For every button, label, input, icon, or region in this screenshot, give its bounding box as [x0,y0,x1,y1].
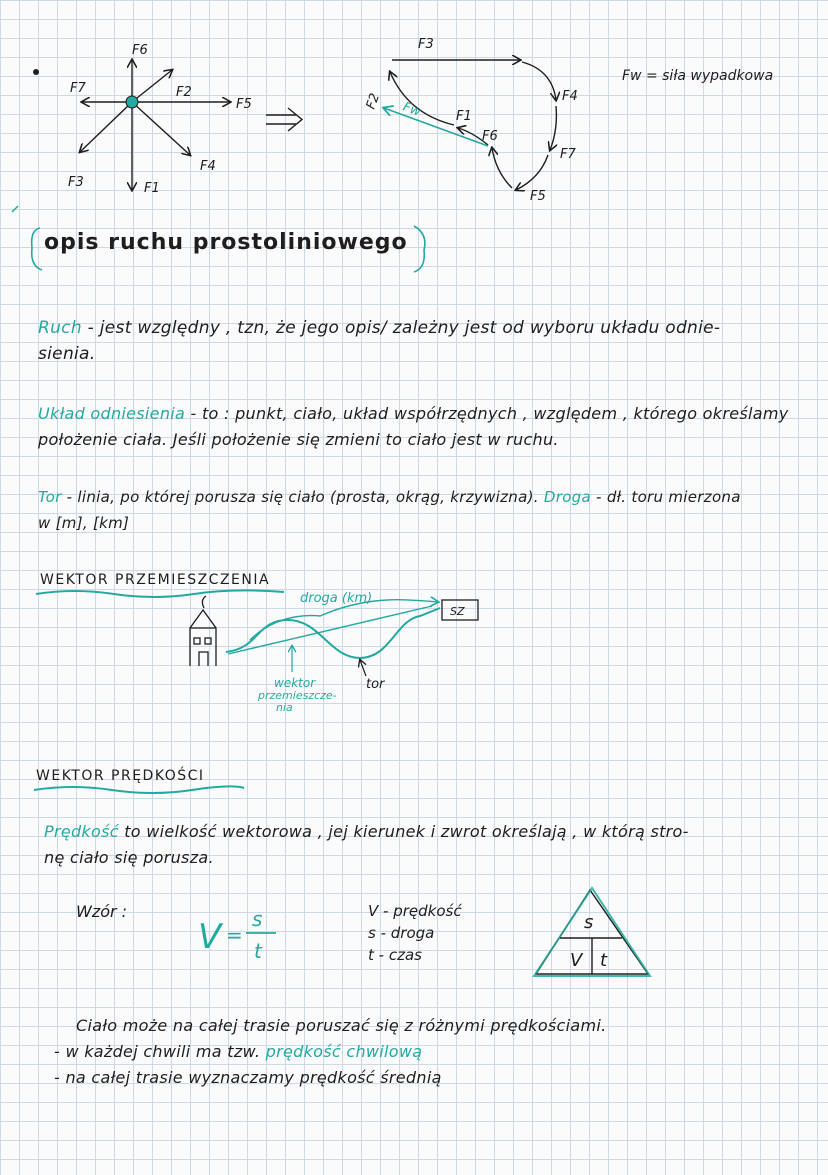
label-f7: F7 [70,81,86,96]
displacement-vector [228,606,432,654]
ruch-definition: - jest względny , tzn, że jego opis/ zależny jest od wyboru układu odnie- [81,318,721,338]
poly-label-f2: F2 [363,91,384,112]
wektor-label-1: wektor [274,676,316,690]
poly-label-f1: F1 [456,109,472,124]
legend-t: t - czas [368,946,422,964]
velocity-formula [196,902,286,968]
tor-term: Tor [38,488,62,506]
velocity-line-1 [44,822,689,841]
resultant-definition: Fw = siła wypadkowa [622,68,774,84]
velocity-definition: to wielkość wektorowa , jej kierunek i zwrot określają , w którą stro- [118,822,689,841]
displacement-diagram [170,580,500,730]
poly-label-f4: F4 [562,89,578,104]
ruch-line-1 [38,318,720,338]
formula-triangle [528,884,658,982]
instant-velocity-term: prędkość chwilową [265,1042,423,1061]
droga-term: Droga [543,488,591,506]
formula-numerator: s [252,907,263,931]
label-f1: F1 [144,181,160,196]
arrow-f3 [80,102,132,152]
page-title: opis ruchu prostoliniowego [44,230,408,255]
velocity-term: Prędkość [44,822,119,841]
arrow-f4 [132,102,190,155]
tor-line-2: w [m], [km] [38,514,130,532]
notes-line-1: Ciało może na całej trasie poruszać się z różnymi prędkościami. [76,1016,607,1035]
formula-v: V [198,917,222,957]
droga-definition: - dł. toru mierzona [590,488,741,506]
poly-f5 [516,155,548,190]
label-f2: F2 [176,85,192,100]
poly-label-fw: Fw [400,99,423,120]
label-f5: F5 [236,97,252,112]
triangle-right: t [600,950,608,971]
tor-label: tor [366,677,385,692]
poly-f7 [550,106,556,150]
poly-fw [384,108,488,146]
wektor-label-2: przemieszcze- [258,689,337,702]
ruch-line-2: sienia. [38,344,96,364]
formula-denominator: t [254,939,262,963]
notes-line-2-text: - w każdej chwili ma tzw. [54,1042,266,1061]
triangle-top: s [584,912,594,933]
arrow-f2 [132,70,172,102]
notes-line-2 [54,1042,422,1061]
tor-definition: - linia, po której porusza się ciało (prosta, okrąg, krzywizna). [61,488,544,506]
legend-s: s - droga [368,924,435,942]
margin-tick [12,206,18,212]
poly-label-f7: F7 [560,147,576,162]
wektor-label-3: nia [276,701,293,714]
velocity-heading: WEKTOR PRĘDKOŚCI [36,768,205,784]
tor-line-1 [38,488,741,506]
label-f4: F4 [200,159,216,174]
uklad-line-2: położenie ciała. Jeśli położenie się zmieni to ciało jest w ruchu. [38,430,559,449]
label-f6: F6 [132,43,148,58]
bullet-dot [33,69,39,75]
velocity-heading-underline [32,782,252,798]
implies-arrow [266,108,302,131]
force-diagrams [0,0,828,215]
triangle-left: V [570,950,583,971]
ruch-term: Ruch [38,318,82,338]
uklad-line-1 [38,404,789,423]
force-polygon [390,60,556,190]
house-icon [190,596,216,666]
poly-f2 [390,72,454,125]
poly-f4 [522,62,556,100]
poly-label-f3: F3 [418,37,434,52]
poly-f6 [492,148,512,188]
droga-label: droga (km) [300,591,373,606]
legend-v: V - prędkość [368,902,462,920]
uklad-term: Układ odniesienia [38,404,186,423]
formula-eq: = [226,923,243,947]
notes-line-3: - na całej trasie wyznaczamy prędkość średnią [54,1068,442,1087]
displacement-heading: WEKTOR PRZEMIESZCZENIA [40,572,271,588]
velocity-line-2: nę ciało się porusza. [44,848,214,867]
tor-pointer [360,660,366,676]
symbol-legend [368,900,462,966]
school-label: SZ [450,605,465,618]
body-point [126,96,138,108]
poly-label-f6: F6 [482,129,498,144]
poly-label-f5: F5 [530,189,546,204]
formula-label: Wzór : [76,902,128,921]
label-f3: F3 [68,175,84,190]
uklad-definition: - to : punkt, ciało, układ współrzędnych , względem , którego określamy [185,404,789,423]
